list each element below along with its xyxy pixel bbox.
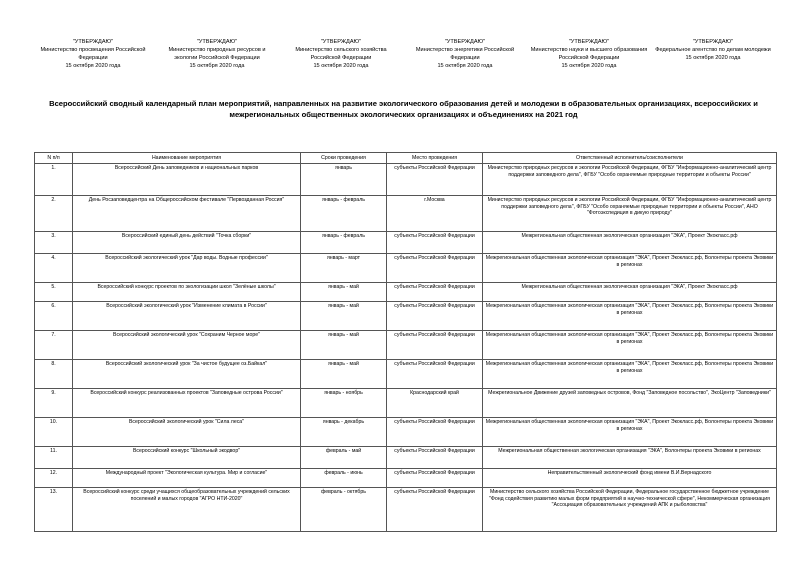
event-place: субъекты Российской Федерации: [387, 302, 483, 331]
event-name: День Росзаповедцентра на Общероссийском фестивале "Первозданная Россия": [73, 196, 301, 232]
approval-block: [282, 38, 400, 70]
approval-organization: Федеральное агентство по делам молодежи: [655, 47, 771, 53]
row-number: 12.: [35, 469, 73, 488]
table-row: [35, 283, 777, 302]
document-title: Всероссийский сводный календарный план мероприятий, направленных на развитие экологического образования детей и молодежи в образовательных организациях, всероссийских и межрегиональных общественных экологических организациях и объединениях на 2021 год: [49, 99, 758, 119]
approval-block: [158, 38, 276, 70]
event-responsible: Межрегиональная общественная экологическая организация "ЭКА", Проект Экокласс.рф, Волонтеры проекта Эковики в регионах: [483, 418, 777, 447]
row-number: 13.: [35, 488, 73, 532]
event-responsible: Неправительственный экологический фонд имени В.И.Вернадского: [483, 469, 777, 488]
event-responsible: Межрегиональная общественная экологическая организация "ЭКА", Проект Экокласс.рф, Волонтеры проекта Эковики в регионах: [483, 331, 777, 360]
row-number: 5.: [35, 283, 73, 302]
event-place: субъекты Российской Федерации: [387, 164, 483, 196]
table-row: [35, 302, 777, 331]
approval-date: 15 октября 2020 года: [65, 63, 121, 69]
event-name: Всероссийский экологический урок "Дар воды. Водные профессии": [73, 254, 301, 283]
row-number: 3.: [35, 232, 73, 254]
header-period: Сроки проведения: [301, 153, 387, 164]
event-responsible: Министерство природных ресурсов и экологии Российской Федерации, ФГБУ "Информационно-аналитический центр поддержки заповедного дела", ФГБУ "Особо охраняемые природные территории и объекты России", АНО "Фотоэкспедиция в дикую природу": [483, 196, 777, 232]
event-period: январь: [301, 164, 387, 196]
approval-block: [654, 38, 772, 62]
row-number: 8.: [35, 360, 73, 389]
event-responsible: Межрегиональная общественная экологическая организация "ЭКА", Проект Экокласс.рф: [483, 283, 777, 302]
table-row: [35, 254, 777, 283]
table-row: [35, 488, 777, 532]
approval-stamps: [34, 38, 776, 82]
approval-heading: "УТВЕРЖДАЮ": [320, 39, 362, 45]
event-place: субъекты Российской Федерации: [387, 469, 483, 488]
event-name: Всероссийский экологический урок "Сила леса": [73, 418, 301, 447]
approval-heading: "УТВЕРЖДАЮ": [72, 39, 114, 45]
event-period: январь - май: [301, 331, 387, 360]
table-row: [35, 331, 777, 360]
event-place: субъекты Российской Федерации: [387, 360, 483, 389]
approval-date: 15 октября 2020 года: [313, 63, 369, 69]
event-place: субъекты Российской Федерации: [387, 418, 483, 447]
event-place: субъекты Российской Федерации: [387, 331, 483, 360]
event-place: субъекты Российской Федерации: [387, 254, 483, 283]
event-name: Международный проект "Экологическая культура. Мир и согласие": [73, 469, 301, 488]
event-period: февраль - июнь: [301, 469, 387, 488]
row-number: 2.: [35, 196, 73, 232]
event-name: Всероссийский экологический урок "За чистое будущее оз.Байкал": [73, 360, 301, 389]
event-period: январь - декабрь: [301, 418, 387, 447]
table-row: [35, 418, 777, 447]
approval-date: 15 октября 2020 года: [437, 63, 493, 69]
event-period: январь - февраль: [301, 196, 387, 232]
event-place: субъекты Российской Федерации: [387, 488, 483, 532]
event-place: субъекты Российской Федерации: [387, 283, 483, 302]
event-place: субъекты Российской Федерации: [387, 232, 483, 254]
table-row: [35, 360, 777, 389]
event-responsible: Межрегиональная общественная экологическая организация "ЭКА", Проект Экокласс.рф, Волонтеры проекта Эковики в регионах: [483, 302, 777, 331]
events-table: [34, 152, 777, 532]
approval-heading: "УТВЕРЖДАЮ": [692, 39, 734, 45]
event-name: Всероссийский единый день действий "Точка сборки": [73, 232, 301, 254]
table-row: [35, 164, 777, 196]
event-period: январь - февраль: [301, 232, 387, 254]
event-period: февраль - май: [301, 447, 387, 469]
approval-date: 15 октября 2020 года: [189, 63, 245, 69]
row-number: 9.: [35, 389, 73, 418]
approval-block: [34, 38, 152, 70]
header-responsible: Ответственный исполнитель/соисполнители: [483, 153, 777, 164]
event-responsible: Межрегиональная общественная экологическая организация "ЭКА", Проект Экокласс.рф, Волонтеры проекта Эковики в регионах: [483, 254, 777, 283]
approval-organization: Министерство сельского хозяйства Российской Федерации: [295, 47, 387, 61]
event-responsible: Министерство сельского хозяйства Российской Федерации, Федеральное государственное бюджетное учреждение "Фонд содействия развитию малых форм предприятий в научно-технической сфере", Некоммерческая организация "Ассоциация образовательных учреждений АПК и рыболовства": [483, 488, 777, 532]
table-row: [35, 447, 777, 469]
header-place: Место проведения: [387, 153, 483, 164]
row-number: 11.: [35, 447, 73, 469]
approval-date: 15 октября 2020 года: [561, 63, 617, 69]
event-name: Всероссийский экологический урок "Сохраним Черное море": [73, 331, 301, 360]
event-responsible: Межрегиональная общественная экологическая организация "ЭКА", Проект Экокласс.рф, Волонтеры проекта Эковики в регионах: [483, 360, 777, 389]
event-name: Всероссийский День заповедников и национальных парков: [73, 164, 301, 196]
event-period: январь - май: [301, 360, 387, 389]
table-row: [35, 232, 777, 254]
approval-block: [530, 38, 648, 70]
row-number: 10.: [35, 418, 73, 447]
approval-heading: "УТВЕРЖДАЮ": [196, 39, 238, 45]
approval-block: [406, 38, 524, 70]
approval-heading: "УТВЕРЖДАЮ": [444, 39, 486, 45]
event-period: январь - май: [301, 302, 387, 331]
event-responsible: Межрегиональная общественная экологическая организация "ЭКА", Проект Экокласс.рф: [483, 232, 777, 254]
event-name: Всероссийский конкурс реализованных проектов "Заповедные острова России": [73, 389, 301, 418]
event-name: Всероссийский экологический урок "Изменение климата в России": [73, 302, 301, 331]
event-responsible: Министерство природных ресурсов и экологии Российской Федерации, ФГБУ "Информационно-аналитический центр поддержки заповедного дела", ФГБУ "Особо охраняемые природные территории и объекты России": [483, 164, 777, 196]
approval-organization: Министерство природных ресурсов и экологии Российской Федерации: [168, 47, 266, 61]
event-period: январь - ноябрь: [301, 389, 387, 418]
event-name: Всероссийский конкурс "Школьный экодвор": [73, 447, 301, 469]
approval-organization: Министерство просвещения Российской Федерации: [40, 47, 146, 61]
table-row: [35, 469, 777, 488]
event-responsible: Межрегиональная общественная экологическая организация "ЭКА", Волонтеры проекта Эковики в регионах: [483, 447, 777, 469]
row-number: 4.: [35, 254, 73, 283]
table-row: [35, 196, 777, 232]
event-place: г.Москва: [387, 196, 483, 232]
event-name: Всероссийский конкурс проектов по экологизации школ "Зелёные школы": [73, 283, 301, 302]
row-number: 6.: [35, 302, 73, 331]
event-name: Всероссийский конкурс среди учащихся общеобразовательных учреждений сельских поселений и малых городов "АГРО НТИ-2020": [73, 488, 301, 532]
row-number: 1.: [35, 164, 73, 196]
table-row: [35, 389, 777, 418]
header-event-name: Наименование мероприятия: [73, 153, 301, 164]
event-period: январь - март: [301, 254, 387, 283]
approval-date: 15 октября 2020 года: [685, 55, 741, 61]
table-header-row: [35, 153, 777, 164]
row-number: 7.: [35, 331, 73, 360]
event-period: февраль - октябрь: [301, 488, 387, 532]
event-place: субъекты Российской Федерации: [387, 447, 483, 469]
event-responsible: Межрегиональное Движение друзей заповедных островов, Фонд "Заповедное посольство", ЭкоЦентр "Заповедники": [483, 389, 777, 418]
approval-organization: Министерство энергетики Российской Федерации: [415, 47, 515, 61]
event-period: январь - май: [301, 283, 387, 302]
approval-heading: "УТВЕРЖДАЮ": [568, 39, 610, 45]
approval-organization: Министерство науки и высшего образования Российской Федерации: [530, 47, 648, 61]
header-number: N п/п: [35, 153, 73, 164]
event-place: Краснодарский край: [387, 389, 483, 418]
